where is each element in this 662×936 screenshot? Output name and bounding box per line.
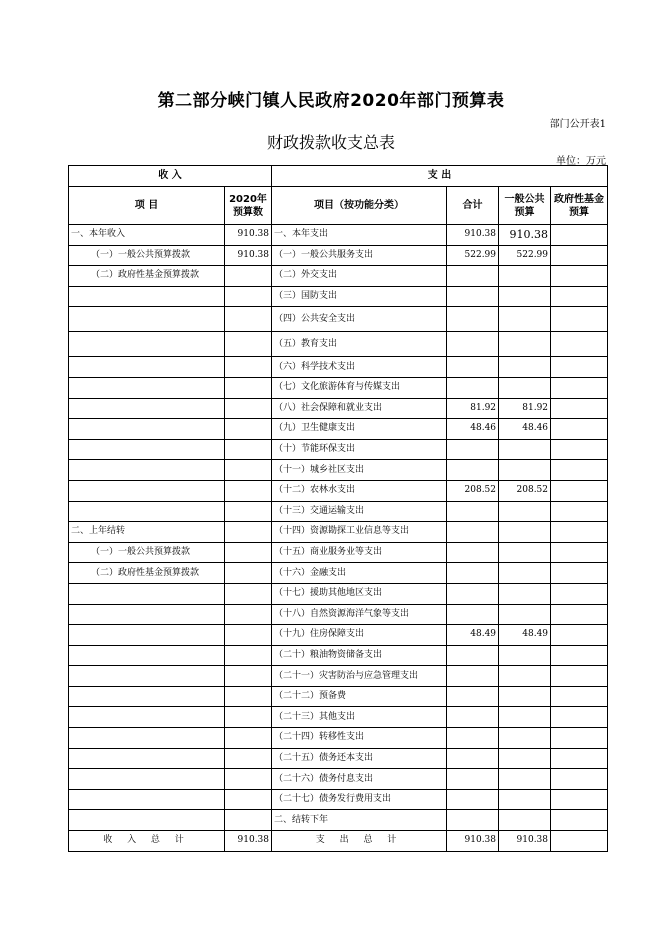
expense-item-cell: （九）卫生健康支出 [272, 419, 447, 440]
expense-total-cell [447, 748, 499, 769]
col-header-fund: 政府性基金预算 [551, 187, 608, 225]
expense-fund-cell [551, 419, 608, 440]
expense-fund-cell [551, 398, 608, 419]
table-row [69, 480, 608, 501]
income-value-cell [225, 357, 272, 378]
income-header: 收 入 [69, 166, 272, 187]
expense-total-cell [447, 307, 499, 332]
expense-total-cell [447, 460, 499, 481]
expense-total-cell [447, 810, 499, 831]
income-value-cell [225, 686, 272, 707]
expense-total-cell: 48.46 [447, 419, 499, 440]
income-total-value: 910.38 [225, 831, 272, 852]
expense-fund-cell [551, 666, 608, 687]
expense-item-cell: （十九）住房保障支出 [272, 625, 447, 646]
income-item-cell [69, 501, 225, 522]
income-item-cell: （一）一般公共预算拨款 [69, 542, 225, 563]
expense-general-cell [499, 728, 551, 749]
income-item-cell [69, 357, 225, 378]
income-item-cell [69, 686, 225, 707]
expense-fund-cell [551, 307, 608, 332]
expense-total-cell [447, 377, 499, 398]
table-row [69, 419, 608, 440]
expense-total-cell [447, 439, 499, 460]
table-row [69, 583, 608, 604]
table-row [69, 645, 608, 666]
expense-fund-cell [551, 728, 608, 749]
table-row [69, 666, 608, 687]
expense-general-cell [499, 332, 551, 357]
expense-fund-cell [551, 625, 608, 646]
expense-item-cell: （五）教育支出 [272, 332, 447, 357]
income-value-cell [225, 769, 272, 790]
table-row [69, 748, 608, 769]
table-row [69, 542, 608, 563]
expense-total-cell [447, 522, 499, 543]
budget-table-body [69, 166, 608, 852]
expense-general-cell: 81.92 [499, 398, 551, 419]
income-item-cell: 二、上年结转 [69, 522, 225, 543]
expense-fund-cell [551, 645, 608, 666]
page-title: 第二部分峡门镇人民政府2020年部门预算表 [157, 91, 505, 111]
income-value-cell [225, 307, 272, 332]
income-value-cell [225, 563, 272, 584]
expense-item-cell: （二十三）其他支出 [272, 707, 447, 728]
income-value-cell [225, 332, 272, 357]
income-value-cell: 910.38 [225, 225, 272, 246]
col-header-general: 一般公共预算 [499, 187, 551, 225]
expense-fund-cell [551, 377, 608, 398]
expense-item-cell: （六）科学技术支出 [272, 357, 447, 378]
expense-general-total: 910.38 [499, 831, 551, 852]
col-header-func-item: 项目（按功能分类） [272, 187, 447, 225]
income-item-cell: （一）一般公共预算拨款 [69, 245, 225, 266]
income-value-cell [225, 286, 272, 307]
expense-general-cell: 208.52 [499, 480, 551, 501]
expense-total-cell [447, 332, 499, 357]
income-value-cell [225, 480, 272, 501]
income-item-cell [69, 728, 225, 749]
income-value-cell [225, 748, 272, 769]
expense-total-cell: 48.49 [447, 625, 499, 646]
income-item-cell [69, 645, 225, 666]
income-value-cell [225, 522, 272, 543]
expense-total-cell: 910.38 [447, 225, 499, 246]
expense-item-cell: 二、结转下年 [272, 810, 447, 831]
table-row [69, 245, 608, 266]
table-subtitle: 财政拨款收支总表 [266, 133, 395, 152]
income-item-cell [69, 789, 225, 810]
expense-fund-total [551, 831, 608, 852]
expense-general-cell [499, 439, 551, 460]
expense-item-cell: （二十）粮油物资储备支出 [272, 645, 447, 666]
totals-row [69, 831, 608, 852]
table-row [69, 625, 608, 646]
expense-fund-cell [551, 707, 608, 728]
expense-total-cell [447, 686, 499, 707]
income-value-cell [225, 377, 272, 398]
expense-item-cell: （十五）商业服务业等支出 [272, 542, 447, 563]
expense-item-cell: （十二）农林水支出 [272, 480, 447, 501]
expense-general-cell [499, 769, 551, 790]
income-value-cell [225, 419, 272, 440]
expense-item-cell: （二十二）预备费 [272, 686, 447, 707]
table-row [69, 522, 608, 543]
income-value-cell [225, 666, 272, 687]
income-item-cell [69, 419, 225, 440]
income-item-cell: （二）政府性基金预算拨款 [69, 563, 225, 584]
table-row [69, 686, 608, 707]
table-row [69, 810, 608, 831]
expense-header: 支 出 [272, 166, 608, 187]
income-value-cell [225, 645, 272, 666]
table-row [69, 728, 608, 749]
expense-general-cell: 522.99 [499, 245, 551, 266]
income-value-cell [225, 728, 272, 749]
income-item-cell [69, 439, 225, 460]
expense-item-cell: （二十六）债务付息支出 [272, 769, 447, 790]
expense-general-cell [499, 583, 551, 604]
income-item-cell [69, 583, 225, 604]
table-number: 部门公开表1 [549, 119, 606, 130]
expense-fund-cell [551, 501, 608, 522]
income-value-cell [225, 501, 272, 522]
income-item-cell [69, 604, 225, 625]
expense-general-cell [499, 645, 551, 666]
expense-item-cell: （十三）交通运输支出 [272, 501, 447, 522]
col-header-budget: 2020年预算数 [225, 187, 272, 225]
income-item-cell [69, 666, 225, 687]
expense-item-cell: （四）公共安全支出 [272, 307, 447, 332]
expense-general-cell [499, 460, 551, 481]
expense-general-cell [499, 707, 551, 728]
expense-total-cell: 81.92 [447, 398, 499, 419]
expense-fund-cell [551, 769, 608, 790]
expense-item-cell: （十一）城乡社区支出 [272, 460, 447, 481]
expense-item-cell: （十四）资源勘探工业信息等支出 [272, 522, 447, 543]
expense-general-cell [499, 522, 551, 543]
income-value-cell: 910.38 [225, 245, 272, 266]
table-row [69, 377, 608, 398]
header-row-columns [69, 187, 608, 225]
income-value-cell [225, 583, 272, 604]
expense-total-cell [447, 266, 499, 287]
income-value-cell [225, 266, 272, 287]
table-row [69, 439, 608, 460]
expense-item-cell: （十六）金融支出 [272, 563, 447, 584]
expense-total-cell [447, 707, 499, 728]
expense-fund-cell [551, 748, 608, 769]
table-row [69, 266, 608, 287]
income-item-cell [69, 480, 225, 501]
income-item-cell [69, 769, 225, 790]
expense-fund-cell [551, 604, 608, 625]
table-row [69, 501, 608, 522]
expense-general-cell [499, 307, 551, 332]
expense-item-cell: （二十七）债务发行费用支出 [272, 789, 447, 810]
income-value-cell [225, 789, 272, 810]
expense-total-cell [447, 769, 499, 790]
income-item-cell: 一、本年收入 [69, 225, 225, 246]
income-item-cell [69, 377, 225, 398]
expense-fund-cell [551, 810, 608, 831]
expense-item-cell: 一、本年支出 [272, 225, 447, 246]
expense-total-cell [447, 563, 499, 584]
income-item-cell [69, 460, 225, 481]
expense-general-cell [499, 686, 551, 707]
table-row [69, 460, 608, 481]
table-row [69, 707, 608, 728]
expense-item-cell: （二十一）灾害防治与应急管理支出 [272, 666, 447, 687]
expense-fund-cell [551, 332, 608, 357]
income-item-cell [69, 707, 225, 728]
expense-item-cell: （十八）自然资源海洋气象等支出 [272, 604, 447, 625]
expense-general-cell [499, 357, 551, 378]
table-row [69, 332, 608, 357]
expense-total-cell [447, 501, 499, 522]
table-row [69, 225, 608, 246]
income-item-cell [69, 398, 225, 419]
expense-general-cell [499, 286, 551, 307]
expense-total-label: 支 出 总 计 [272, 831, 447, 852]
expense-item-cell: （一）一般公共服务支出 [272, 245, 447, 266]
income-value-cell [225, 439, 272, 460]
expense-fund-cell [551, 357, 608, 378]
income-value-cell [225, 542, 272, 563]
income-value-cell [225, 460, 272, 481]
expense-fund-cell [551, 245, 608, 266]
expense-fund-cell [551, 563, 608, 584]
expense-fund-cell [551, 686, 608, 707]
expense-fund-cell [551, 480, 608, 501]
expense-total-cell [447, 604, 499, 625]
expense-fund-cell [551, 266, 608, 287]
income-item-cell [69, 810, 225, 831]
expense-total-cell [447, 728, 499, 749]
income-value-cell [225, 810, 272, 831]
expense-total-cell [447, 286, 499, 307]
expense-item-cell: （十）节能环保支出 [272, 439, 447, 460]
table-row [69, 789, 608, 810]
expense-fund-cell [551, 460, 608, 481]
expense-fund-cell [551, 286, 608, 307]
table-row [69, 604, 608, 625]
table-row [69, 398, 608, 419]
table-row [69, 357, 608, 378]
expense-general-cell [499, 748, 551, 769]
expense-total-cell [447, 542, 499, 563]
expense-general-cell [499, 377, 551, 398]
expense-fund-cell [551, 225, 608, 246]
table-row [69, 769, 608, 790]
expense-general-cell [499, 563, 551, 584]
header-row-top [69, 166, 608, 187]
unit-label: 单位：万元 [556, 156, 606, 167]
expense-general-cell [499, 501, 551, 522]
expense-item-cell: （二十五）债务还本支出 [272, 748, 447, 769]
budget-table [68, 165, 608, 852]
income-value-cell [225, 398, 272, 419]
expense-total-cell [447, 666, 499, 687]
expense-grand-total: 910.38 [447, 831, 499, 852]
expense-item-cell: （八）社会保障和就业支出 [272, 398, 447, 419]
expense-item-cell: （三）国防支出 [272, 286, 447, 307]
expense-total-cell: 522.99 [447, 245, 499, 266]
expense-general-cell [499, 789, 551, 810]
col-header-item: 项 目 [69, 187, 225, 225]
expense-general-cell [499, 666, 551, 687]
income-item-cell [69, 332, 225, 357]
expense-general-cell [499, 542, 551, 563]
expense-item-cell: （二）外交支出 [272, 266, 447, 287]
expense-general-cell: 48.49 [499, 625, 551, 646]
expense-general-cell [499, 266, 551, 287]
expense-fund-cell [551, 789, 608, 810]
expense-fund-cell [551, 439, 608, 460]
expense-fund-cell [551, 542, 608, 563]
expense-fund-cell [551, 522, 608, 543]
expense-item-cell: （二十四）转移性支出 [272, 728, 447, 749]
expense-total-cell [447, 645, 499, 666]
expense-general-cell: 910.38 [499, 225, 551, 246]
expense-total-cell [447, 357, 499, 378]
table-row [69, 307, 608, 332]
table-row [69, 563, 608, 584]
expense-general-cell: 48.46 [499, 419, 551, 440]
expense-total-cell: 208.52 [447, 480, 499, 501]
col-header-total: 合计 [447, 187, 499, 225]
income-item-cell [69, 307, 225, 332]
income-total-label: 收 入 总 计 [69, 831, 225, 852]
expense-fund-cell [551, 583, 608, 604]
income-item-cell [69, 625, 225, 646]
income-value-cell [225, 707, 272, 728]
expense-general-cell [499, 810, 551, 831]
expense-item-cell: （十七）援助其他地区支出 [272, 583, 447, 604]
expense-total-cell [447, 789, 499, 810]
expense-general-cell [499, 604, 551, 625]
income-item-cell: （二）政府性基金预算拨款 [69, 266, 225, 287]
table-row [69, 286, 608, 307]
income-value-cell [225, 625, 272, 646]
expense-item-cell: （七）文化旅游体育与传媒支出 [272, 377, 447, 398]
income-value-cell [225, 604, 272, 625]
income-item-cell [69, 286, 225, 307]
income-item-cell [69, 748, 225, 769]
expense-total-cell [447, 583, 499, 604]
